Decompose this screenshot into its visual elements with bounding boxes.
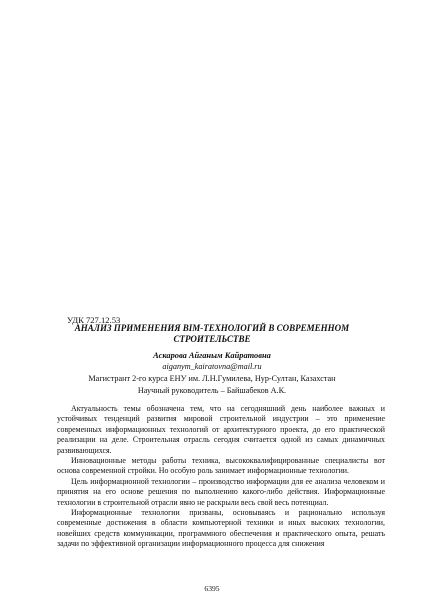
udk-code: УДК 727.12.53: [67, 315, 121, 325]
author-name: Аскарова Айганым Кайратовна: [153, 351, 271, 360]
paper-title: [60, 323, 364, 345]
title-line-2: СТРОИТЕЛЬСТВЕ: [173, 334, 251, 344]
paragraph: Актуальность темы обозначена тем, что на сегодняшний день наиболее важных и устойчивых тенденций развития мировой строительной индустрии – это применение современных информационных технологий от архитектурного проекта, до его практической реализации на деле. Строительная отрасль сегодня считается одной из самых динамичных развивающихся.: [57, 404, 385, 455]
body-text: [57, 404, 385, 550]
title-line-1: АНАЛИЗ ПРИМЕНЕНИЯ BIM-ТЕХНОЛОГИЙ В СОВРЕМЕННОМ: [74, 323, 350, 333]
paragraph: Инновационные методы работы техника, высококвалифицированные специалисты вот основа современной стройки. Но особую роль занимает информационные технологии.: [57, 456, 385, 476]
paragraph: Информационные технологии призваны, основываясь и рационально используя современные достижения в области компьютерной техники и иных высоких технологии, новейших средств коммуникации, программного обеспечения и практического опыта, решать задачи по эффективной организации информационного процесса для снижения: [57, 508, 385, 549]
supervisor: Научный руководитель – Байшабеков А.К.: [137, 386, 287, 395]
paragraph: Цель информационной технологии – производство информации для ее анализа человеком и принятия на его основе решения по выполнению какого-либо действия. Информационные технологии в строительной отрасли явно не раскрыли весь свой весь потенциал.: [57, 476, 385, 507]
author-email: aiganym_kairatovna@mail.ru: [162, 362, 262, 371]
page-number: 6395: [204, 584, 220, 593]
author-affiliation: Магистрант 2-го курса ЕНУ им. Л.Н.Гумилева, Нур-Султан, Казахстан: [88, 374, 336, 383]
